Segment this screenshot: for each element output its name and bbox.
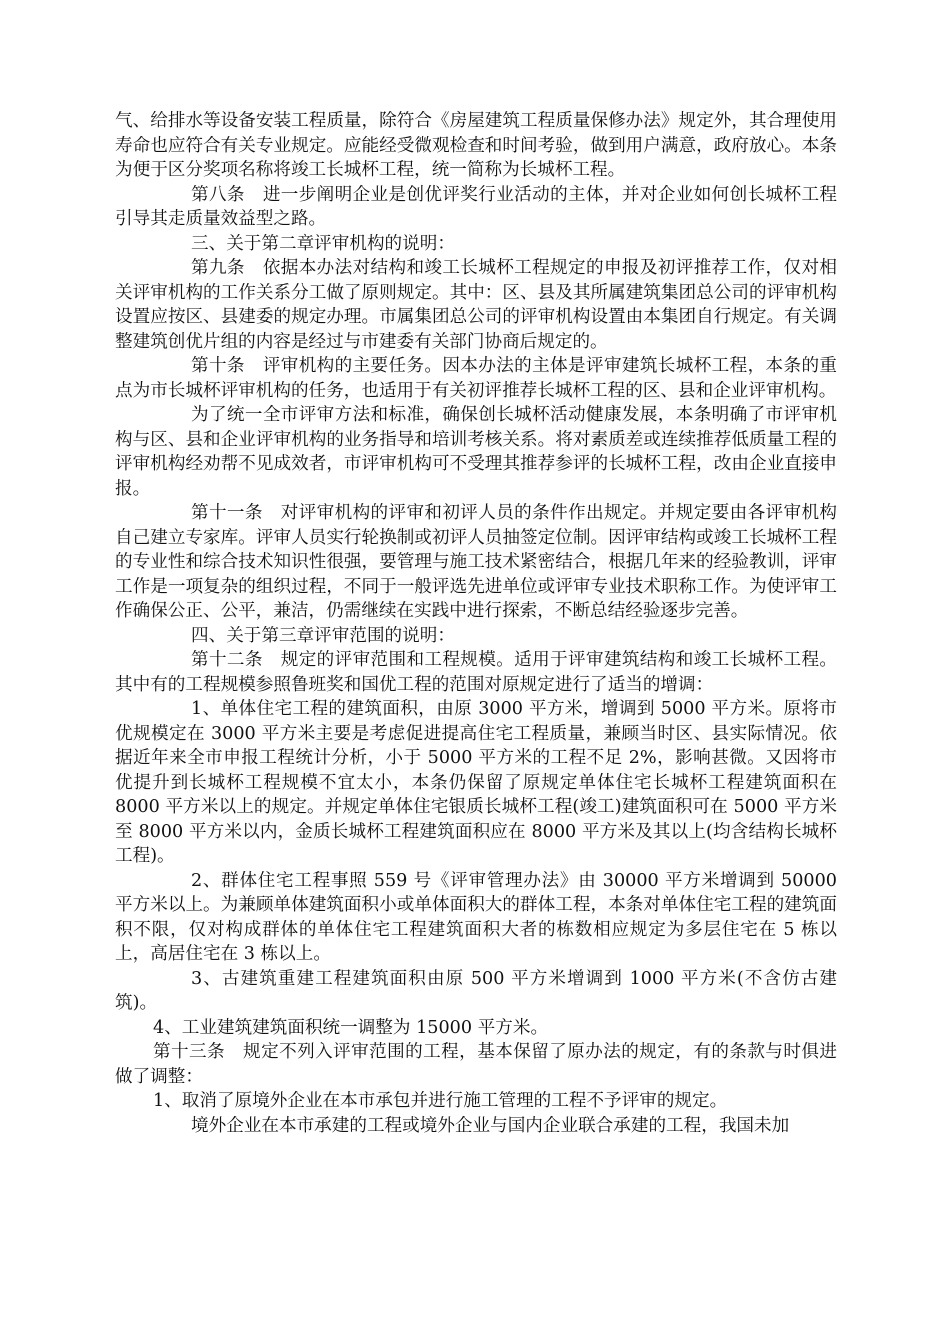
paragraph-continuation: 气、给排水等设备安装工程质量，除符合《房屋建筑工程质量保修办法》规定外，其合理使用寿命也应符合有关专业规定。应能经受微观检查和时间考验，做到用户满意，政府放心。本条为便于区分奖项名称将竣工长城杯工程，统一简称为长城杯工程。 [115, 111, 837, 180]
list-item-2: 2、群体住宅工程事照 559 号《评审管理办法》由 30000 平方米增调到 50000 平方米以上。为兼顾单体建筑面积小或单体面积大的群体工程，本条对单体住宅工程的建筑面积不限，仅对构成群体的单体住宅工程建筑面积大者的栋数相应规定为多层住宅在 5 栋以上，高居住宅在 3 栋以上。 [115, 870, 837, 964]
list-item-3: 3、古建筑重建工程建筑面积由原 500 平方米增调到 1000 平方米(不含仿古建筑)。 [115, 968, 837, 1013]
list-item-1: 1、单体住宅工程的建筑面积，由原 3000 平方米，增调到 5000 平方米。原将市优规模定在 3000 平方米主要是考虑促进提高住宅工程质量，兼顾当时区、县实际情况。依据近年来全市申报工程统计分析，小于 5000 平方米的工程不足 2%，影响甚微。又因将市优提升到长城杯工程规模不宜太小，本条仍保留了原规定单体住宅长城杯工程建筑面积在 8000 平方米以上的规定。并规定单体住宅银质长城杯工程(竣工)建筑面积可在 5000 平方米至 8000 平方米以内，金质长城杯工程建筑面积应在 8000 平方米及其以上(均含结构长城杯工程)。 [115, 699, 837, 866]
paragraph-article-10: 第十条 评审机构的主要任务。因本办法的主体是评审建筑长城杯工程，本条的重点为市长城杯评审机构的任务，也适用于有关初评推荐长城杯工程的区、县和企业评审机构。 [115, 356, 837, 401]
paragraph-overseas-enterprises: 境外企业在本市承建的工程或境外企业与国内企业联合承建的工程，我国未加 [191, 1115, 790, 1136]
list-item-13-1: 1、取消了原境外企业在本市承包并进行施工管理的工程不予评审的规定。 [153, 1091, 728, 1111]
list-item-4: 4、工业建筑建筑面积统一调整为 15000 平方米。 [153, 1017, 549, 1038]
paragraph-article-13: 第十三条 规定不列入评审范围的工程，基本保留了原办法的规定，有的条款与时俱进做了调整： [115, 1042, 837, 1087]
document-body [115, 109, 837, 1138]
paragraph-article-9: 第九条 依据本办法对结构和竣工长城杯工程规定的申报及初评推荐工作，仅对相关评审机构的工作关系分工做了原则规定。其中：区、县及其所属建筑集团总公司的评审机构设置应按区、县建委的规定办理。市属集团总公司的评审机构设置由本集团自行规定。有关调整建筑创优片组的内容是经过与市建委有关部门协商后规定的。 [115, 258, 837, 352]
paragraph-article-12: 第十二条 规定的评审范围和工程规模。适用于评审建筑结构和竣工长城杯工程。其中有的工程规模参照鲁班奖和国优工程的范围对原规定进行了适当的增调： [115, 650, 837, 695]
paragraph-article-8: 第八条 进一步阐明企业是创优评奖行业活动的主体，并对企业如何创长城杯工程引导其走质量效益型之路。 [115, 184, 837, 229]
paragraph-article-11: 第十一条 对评审机构的评审和初评人员的条件作出规定。并规定要由各评审机构自己建立专家库。评审人员实行轮换制或初评人员抽签定位制。因评审结构或竣工长城杯工程的专业性和综合技术知识性很强，要管理与施工技术紧密结合，根据几年来的经验教训，评审工作是一项复杂的组织过程，不同于一般评选先进单位或评审专业技术职称工作。为使评审工作确保公正、公平，兼洁，仍需继续在实践中进行探索，不断总结经验逐步完善。 [115, 503, 837, 621]
section-heading-4: 四、关于第三章评审范围的说明： [191, 625, 455, 646]
section-heading-3: 三、关于第二章评审机构的说明： [191, 233, 455, 254]
paragraph-article-10-detail: 为了统一全市评审方法和标准，确保创长城杯活动健康发展，本条明确了市评审机构与区、县和企业评审机构的业务指导和培训考核关系。将对素质差或连续推荐低质量工程的评审机构经劝帮不见成效者，市评审机构可不受理其推荐参评的长城杯工程，改由企业直接申报。 [115, 405, 837, 499]
